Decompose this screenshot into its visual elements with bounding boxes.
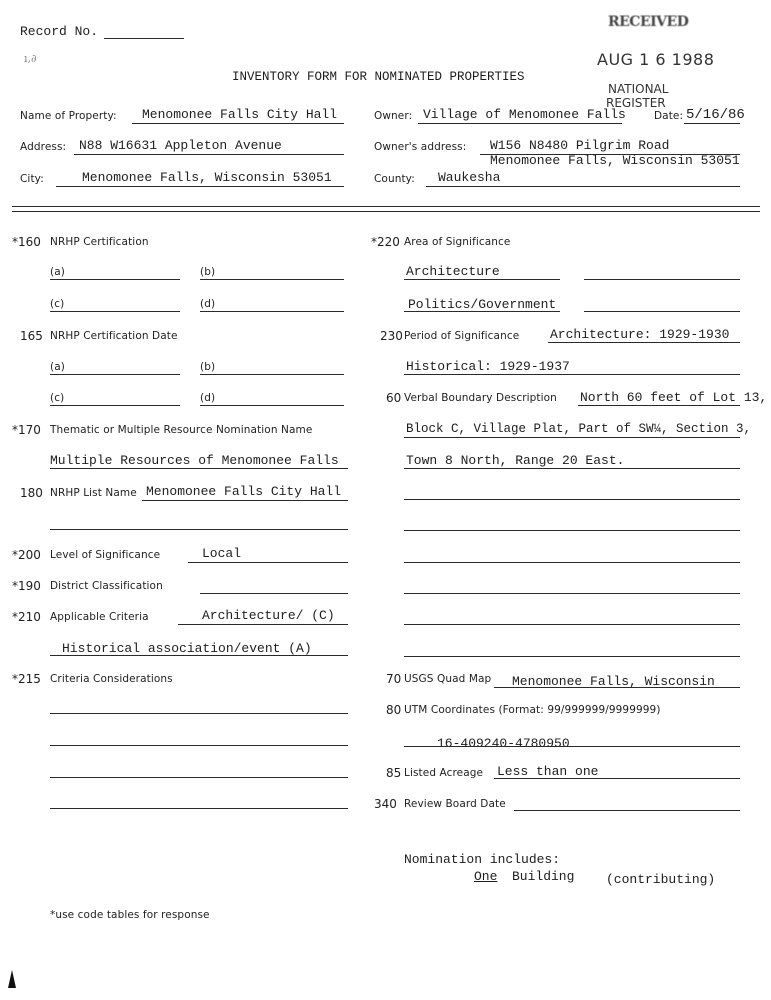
field-230-label: Period of Significance [404, 330, 520, 342]
field-160-a-line [50, 279, 180, 280]
field-210-value2: Historical association/event (A) [62, 641, 312, 656]
field-215-number: *215 [12, 672, 41, 686]
record-number-line [104, 38, 184, 39]
field-180-number: 180 [20, 486, 43, 500]
field-190-line [200, 593, 348, 594]
field-220-line1 [404, 279, 560, 280]
field-230-number: 230 [380, 329, 403, 343]
received-stamp: RECEIVED [608, 14, 689, 30]
field-180-value: Menomonee Falls City Hall [146, 484, 342, 499]
field-210-line [178, 624, 348, 625]
city-label: City: [20, 173, 44, 185]
stamp-national: NATIONAL [608, 82, 669, 96]
field-160-b: (b) [200, 266, 216, 278]
owner-address-line1: W156 N8480 Pilgrim Road [490, 138, 670, 153]
field-210-value: Architecture/ (C) [202, 608, 335, 623]
field-85-value: Less than one [497, 764, 599, 779]
address-value: N88 W16631 Appleton Avenue [79, 138, 282, 153]
field-160-a: (a) [50, 266, 65, 278]
field-60-number: 60 [386, 391, 402, 405]
field-85-label: Listed Acreage [404, 767, 484, 779]
separator-top [12, 206, 760, 207]
field-180-line [142, 500, 348, 501]
field-220-line2 [404, 311, 560, 312]
field-60-value1: North 60 feet of Lot 13, [580, 390, 768, 405]
field-160-b-line [200, 279, 344, 280]
field-180-extra-line [50, 529, 348, 530]
field-160-number: *160 [12, 235, 41, 249]
county-value: Waukesha [438, 170, 501, 185]
field-215-line3 [50, 777, 348, 778]
field-80-line [404, 746, 740, 747]
handwritten-mark: ı,∂ [24, 52, 37, 65]
footer-note: *use code tables for response [50, 909, 210, 921]
field-160-d: (d) [200, 298, 216, 310]
field-80-value: 16-409240-4780950 [437, 736, 570, 751]
field-60-line2 [404, 437, 740, 438]
field-215-label: Criteria Considerations [50, 673, 173, 685]
form-title: INVENTORY FORM FOR NOMINATED PROPERTIES [232, 70, 525, 84]
field-165-a: (a) [50, 361, 65, 373]
field-60-value3: Town 8 North, Range 20 East. [406, 453, 625, 468]
field-165-c-line [50, 405, 180, 406]
field-60-value2: Block C, Village Plat, Part of SW¼, Section 3, [406, 422, 752, 436]
date-value: 5/16/86 [686, 107, 745, 123]
field-70-line [494, 687, 740, 688]
field-200-value: Local [202, 546, 242, 561]
record-number-label: Record No. [20, 24, 99, 39]
field-220-value1: Architecture [406, 264, 500, 279]
field-220-value2: Politics/Government [408, 297, 557, 312]
city-value: Menomonee Falls, Wisconsin 53051 [82, 170, 332, 185]
field-215-line1 [50, 713, 348, 714]
field-230-value1: Architecture: 1929-1930 [550, 327, 730, 342]
field-160-c: (c) [50, 298, 65, 310]
city-line [56, 186, 344, 187]
nomination-count: One [474, 869, 498, 884]
field-60-line5 [404, 530, 740, 531]
field-180-label: NRHP List Name [50, 487, 137, 499]
date-label: Date: [654, 110, 684, 122]
field-200-number: *200 [12, 548, 41, 562]
field-160-label: NRHP Certification [50, 236, 149, 248]
property-name-label: Name of Property: [20, 110, 117, 122]
owner-line [418, 123, 622, 124]
field-165-label: NRHP Certification Date [50, 330, 178, 342]
address-line [74, 154, 344, 155]
field-220-label: Area of Significance [404, 236, 511, 248]
nomination-type: Building [512, 869, 575, 884]
address-label: Address: [20, 141, 67, 153]
field-165-d: (d) [200, 392, 216, 404]
field-60-line3 [404, 468, 740, 469]
field-85-number: 85 [386, 766, 402, 780]
separator-bottom [12, 211, 760, 212]
field-200-line [188, 562, 348, 563]
field-200-label: Level of Significance [50, 549, 161, 561]
field-60-line9 [404, 656, 740, 657]
stamp-register: REGISTER [606, 96, 666, 110]
field-165-d-line [200, 405, 344, 406]
field-160-c-line [50, 311, 180, 312]
field-220-number: *220 [371, 235, 400, 249]
field-165-b-line [200, 374, 344, 375]
stamp-date: AUG 1 6 1988 [597, 50, 715, 69]
owner-address-label: Owner's address: [374, 141, 467, 153]
field-80-number: 80 [386, 703, 402, 717]
field-215-line4 [50, 808, 348, 809]
field-165-a-line [50, 374, 180, 375]
field-60-line8 [404, 624, 740, 625]
field-230-line2 [404, 374, 740, 375]
field-60-line4 [404, 499, 740, 500]
field-70-label: USGS Quad Map [404, 673, 492, 685]
field-85-line [494, 778, 740, 779]
property-name-value: Menomonee Falls City Hall [142, 107, 338, 122]
field-170-line [50, 468, 348, 469]
field-190-number: *190 [12, 579, 41, 593]
field-160-d-line [200, 311, 344, 312]
field-60-label: Verbal Boundary Description [404, 392, 557, 404]
field-80-label: UTM Coordinates (Format: 99/999999/9999999) [404, 704, 661, 716]
field-60-line7 [404, 593, 740, 594]
field-60-line6 [404, 562, 740, 563]
scan-mark [8, 970, 16, 988]
field-70-number: 70 [386, 672, 402, 686]
owner-address-line2: Menomonee Falls, Wisconsin 53051 [490, 153, 740, 168]
field-165-number: 165 [20, 329, 43, 343]
nomination-includes-label: Nomination includes: [404, 852, 561, 867]
field-210-number: *210 [12, 610, 41, 624]
county-line [426, 186, 740, 187]
field-165-b: (b) [200, 361, 216, 373]
owner-value: Village of Menomonee Falls [423, 107, 626, 122]
field-210-label: Applicable Criteria [50, 611, 149, 623]
date-line [684, 123, 740, 124]
county-label: County: [374, 173, 415, 185]
field-340-line [514, 810, 740, 811]
field-170-label: Thematic or Multiple Resource Nomination Name [50, 424, 313, 436]
field-215-line2 [50, 745, 348, 746]
field-165-c: (c) [50, 392, 65, 404]
field-220-line2b [584, 311, 740, 312]
property-name-line [132, 123, 344, 124]
field-230-value2: Historical: 1929-1937 [406, 359, 570, 374]
owner-label: Owner: [374, 110, 413, 122]
field-340-number: 340 [374, 797, 397, 811]
field-60-line1 [578, 405, 740, 406]
nomination-status: (contributing) [606, 872, 716, 887]
field-70-value: Menomonee Falls, Wisconsin [512, 674, 715, 689]
field-220-line1b [584, 279, 740, 280]
field-340-label: Review Board Date [404, 798, 506, 810]
field-230-line1 [548, 342, 740, 343]
field-210-line2 [50, 655, 348, 656]
field-170-number: *170 [12, 423, 41, 437]
field-170-value: Multiple Resources of Menomonee Falls [50, 453, 339, 468]
field-190-label: District Classification [50, 580, 163, 592]
